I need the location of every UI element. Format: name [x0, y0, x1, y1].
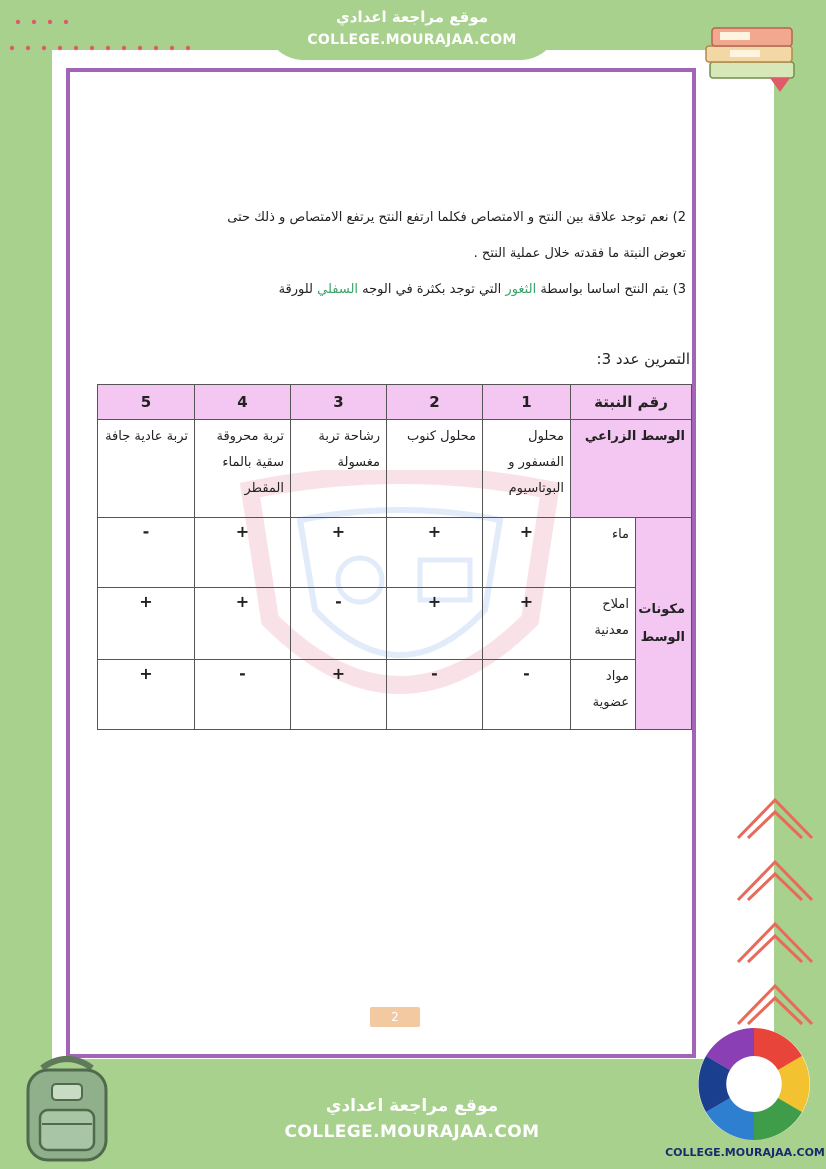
mark-water-1: + [483, 518, 571, 588]
medium-4: تربة محروقة سقية بالماء المقطر [195, 420, 291, 518]
mark-salts-2: + [387, 588, 483, 660]
table-row [98, 660, 692, 730]
paragraph-3 [120, 282, 686, 297]
decorative-dots [8, 16, 208, 56]
mark-salts-5: + [98, 588, 195, 660]
logo-caption: COLLEGE.MOURAJAA.COM [665, 1146, 825, 1159]
header-plant-number: رقم النبتة [571, 385, 692, 420]
top-site-domain[interactable]: COLLEGE.MOURAJAA.COM [307, 32, 517, 48]
bottom-site-name: موقع مراجعة اعدادي [325, 1096, 499, 1116]
highlight-lower-face: السفلي [317, 282, 359, 297]
backpack-icon [12, 1054, 122, 1164]
plant-number-5: 5 [98, 385, 195, 420]
mark-water-3: + [291, 518, 387, 588]
mark-water-5: - [98, 518, 195, 588]
table-row [98, 420, 692, 518]
header-medium-components: مكونات الوسط [636, 518, 692, 730]
mark-organic-3: + [291, 660, 387, 730]
paragraph-3-start: 3) يتم النتح اساسا بواسطة [536, 282, 686, 297]
frame-left [0, 0, 52, 1169]
medium-3: رشاحة تربة مغسولة [291, 420, 387, 518]
bottom-site-domain[interactable]: COLLEGE.MOURAJAA.COM [284, 1122, 540, 1142]
bottom-site-tab [262, 1072, 562, 1169]
plant-number-3: 3 [291, 385, 387, 420]
culture-media-table [97, 384, 692, 730]
table-row [98, 588, 692, 660]
mark-organic-5: + [98, 660, 195, 730]
mark-salts-1: + [483, 588, 571, 660]
exercise-title: التمرين عدد 3: [596, 350, 690, 368]
paragraph-2-line-2: تعوض النبتة ما فقدته خلال عملية النتح . [473, 246, 686, 261]
mark-water-2: + [387, 518, 483, 588]
books-stack-icon [700, 12, 804, 96]
mark-organic-4: - [195, 660, 291, 730]
top-site-name: موقع مراجعة اعدادي [336, 8, 488, 26]
component-organic-matter: مواد عضوية [571, 660, 636, 730]
mark-organic-2: - [387, 660, 483, 730]
chevron-up-decoration-icon [730, 790, 820, 1040]
component-water: ماء [571, 518, 636, 588]
paragraph-3-middle: التي توجد بكثرة في الوجه [358, 282, 506, 297]
header-culture-medium: الوسط الزراعي [571, 420, 692, 518]
plant-number-1: 1 [483, 385, 571, 420]
medium-1: محلول الفسفور و البوتاسيوم [483, 420, 571, 518]
mark-salts-4: + [195, 588, 291, 660]
page-number: 2 [370, 1007, 420, 1027]
paragraph-2-line-1: 2) نعم توجد علاقة بين النتح و الامتصاص فكلما ارتفع النتح يرتفع الامتصاص و ذلك حتى [227, 210, 686, 225]
mark-salts-3: - [291, 588, 387, 660]
mark-organic-1: - [483, 660, 571, 730]
medium-2: محلول كنوب [387, 420, 483, 518]
table-row [98, 518, 692, 588]
paragraph-3-end: للورقة [278, 282, 318, 297]
highlight-stomata: الثغور [505, 282, 537, 297]
site-logo-icon[interactable] [694, 1024, 814, 1144]
mark-water-4: + [195, 518, 291, 588]
plant-number-4: 4 [195, 385, 291, 420]
medium-5: تربة عادية جافة [98, 420, 195, 518]
table-row [98, 385, 692, 420]
plant-number-2: 2 [387, 385, 483, 420]
component-mineral-salts: املاح معدنية [571, 588, 636, 660]
